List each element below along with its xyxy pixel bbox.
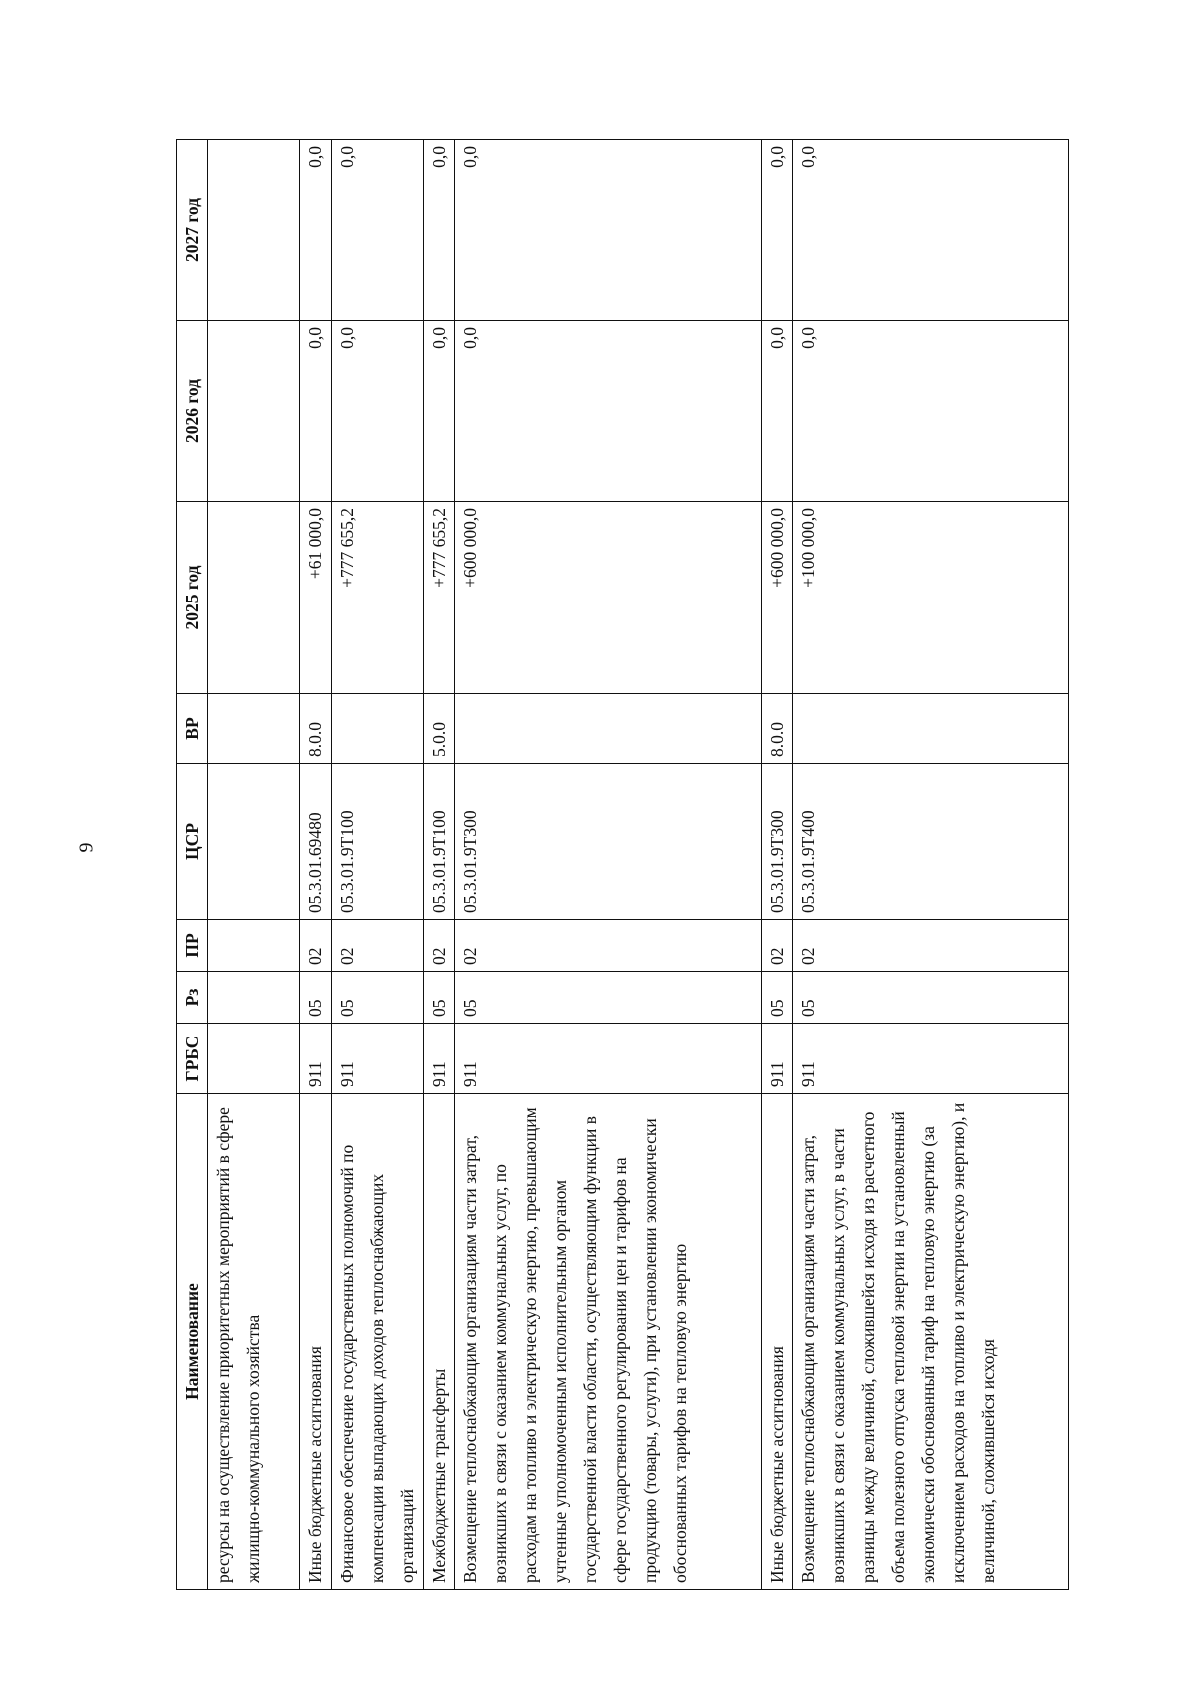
table-row [761,140,792,1590]
cell-2027: 0,0 [761,140,792,321]
cell-vr: 8.0.0 [300,694,331,764]
cell-2025: +600 000,0 [455,502,761,694]
cell-vr [331,694,423,764]
cell-rz: 05 [331,972,423,1024]
cell-grbs: 911 [423,1024,454,1094]
cell-name: Иные бюджетные ассигнования [300,1094,331,1590]
header-2025: 2025 год [177,502,208,694]
cell-2026 [208,321,300,502]
cell-2026: 0,0 [792,321,1068,502]
table-row [455,140,761,1590]
cell-name: Межбюджетные трансферты [423,1094,454,1590]
cell-name: Возмещение теплоснабжающим организациям части затрат, возникших в связи с оказанием коммунальных услуг, по расходам на топливо и электрическую энергию, превышающим учтенные уполномоченным исполнительным органом государственной власти области, осуществляющим функции в сфере государственного регулирования цен и тарифов на продукцию (товары, услуги), при установлении экономически обоснованных тарифов на тепловую энергию [455,1094,761,1590]
cell-rz: 05 [792,972,1068,1024]
budget-table [176,139,1069,1590]
cell-2027: 0,0 [792,140,1068,321]
cell-grbs: 911 [761,1024,792,1094]
cell-2026: 0,0 [331,321,423,502]
cell-grbs [208,1024,300,1094]
cell-2025: +61 000,0 [300,502,331,694]
cell-vr [208,694,300,764]
header-pr: ПР [177,920,208,972]
cell-grbs: 911 [792,1024,1068,1094]
cell-2027: 0,0 [331,140,423,321]
cell-2027: 0,0 [455,140,761,321]
table-row [331,140,423,1590]
table-row [423,140,454,1590]
cell-2025: +100 000,0 [792,502,1068,694]
cell-2026: 0,0 [455,321,761,502]
cell-grbs: 911 [300,1024,331,1094]
header-name: Наименование [177,1094,208,1590]
header-2027: 2027 год [177,140,208,321]
header-grbs: ГРБС [177,1024,208,1094]
cell-2025: +777 655,2 [423,502,454,694]
header-csr: ЦСР [177,764,208,920]
cell-vr: 5.0.0 [423,694,454,764]
table-header-row [177,140,208,1590]
table-row [792,140,1068,1590]
cell-pr: 02 [423,920,454,972]
cell-vr [792,694,1068,764]
cell-csr: 05.3.01.9Т300 [761,764,792,920]
page-number: 9 [75,842,98,853]
cell-rz: 05 [761,972,792,1024]
cell-2025: +777 655,2 [331,502,423,694]
table-row [208,140,300,1590]
header-rz: Рз [177,972,208,1024]
cell-csr: 05.3.01.9Т100 [423,764,454,920]
cell-csr: 05.3.01.9Т400 [792,764,1068,920]
cell-pr: 02 [331,920,423,972]
cell-pr: 02 [455,920,761,972]
cell-rz: 05 [300,972,331,1024]
cell-pr: 02 [300,920,331,972]
cell-csr: 05.3.01.9Т300 [455,764,761,920]
cell-csr: 05.3.01.69480 [300,764,331,920]
cell-name: ресурсы на осуществление приоритетных мероприятий в сфере жилищно-коммунального хозяйства [208,1094,300,1590]
rotated-table-container [176,140,1069,1590]
header-2026: 2026 год [177,321,208,502]
cell-rz: 05 [423,972,454,1024]
cell-csr: 05.3.01.9Т100 [331,764,423,920]
cell-2027: 0,0 [300,140,331,321]
cell-rz [208,972,300,1024]
cell-grbs: 911 [331,1024,423,1094]
cell-pr [208,920,300,972]
cell-grbs: 911 [455,1024,761,1094]
cell-2027 [208,140,300,321]
cell-2027: 0,0 [423,140,454,321]
cell-2025 [208,502,300,694]
header-vr: ВР [177,694,208,764]
cell-pr: 02 [792,920,1068,972]
cell-2026: 0,0 [300,321,331,502]
cell-name: Финансовое обеспечение государственных полномочий по компенсации выпадающих доходов теплоснабжающих организаций [331,1094,423,1590]
cell-vr [455,694,761,764]
cell-csr [208,764,300,920]
cell-vr: 8.0.0 [761,694,792,764]
cell-name: Возмещение теплоснабжающим организациям части затрат, возникших в связи с оказанием коммунальных услуг, в части разницы между величиной, сложившейся исходя из расчетного объема полезного отпуска тепловой энергии на установленный экономически обоснованный тариф на тепловую энергию (за исключением расходов на топливо и электрическую энергию), и величиной, сложившейся исходя [792,1094,1068,1590]
cell-pr: 02 [761,920,792,972]
table-row [300,140,331,1590]
cell-2025: +600 000,0 [761,502,792,694]
cell-rz: 05 [455,972,761,1024]
cell-name: Иные бюджетные ассигнования [761,1094,792,1590]
cell-2026: 0,0 [423,321,454,502]
cell-2026: 0,0 [761,321,792,502]
